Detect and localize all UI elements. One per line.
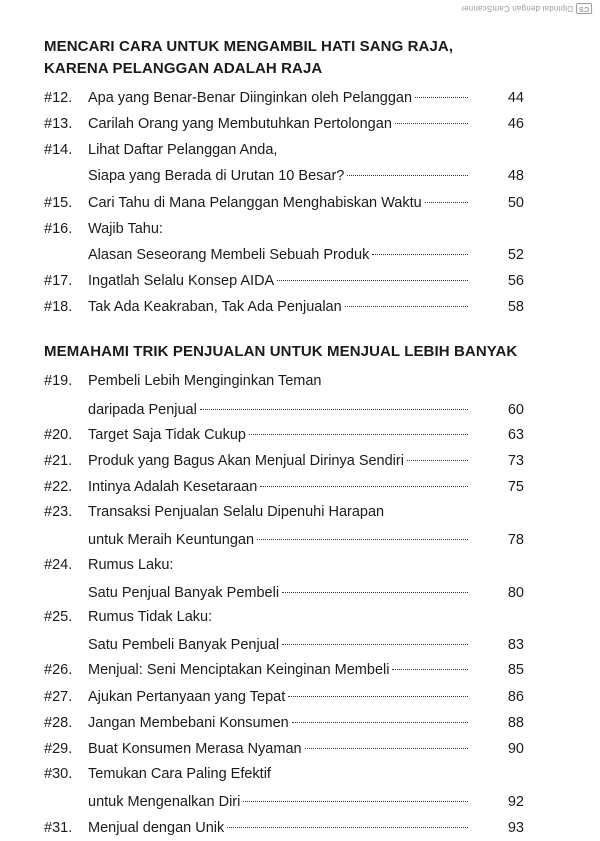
entry-title: Ajukan Pertanyaan yang Tepat (88, 688, 286, 705)
entry-page-number: 52 (507, 246, 524, 263)
entry-title: Carilah Orang yang Membutuhkan Pertolongan (88, 116, 392, 132)
entry-title: Jangan Membebani Konsumen (88, 714, 289, 731)
entry-page-number: 85 (507, 662, 524, 679)
dot-leader (260, 486, 468, 487)
camscanner-logo-icon: CS (576, 3, 592, 14)
toc-entry[interactable] (44, 268, 524, 294)
entry-number: #27. (44, 688, 73, 705)
section-title-line: MENCARI CARA UNTUK MENGAMBIL HATI SANG RAJA, (44, 38, 454, 55)
dot-leader (425, 202, 468, 203)
entry-number: #26. (44, 662, 73, 679)
dot-leader (347, 175, 468, 176)
entry-title: Produk yang Bagus Akan Menjual Dirinya Sendiri (88, 452, 404, 469)
scanner-watermark-text: Dipindai dengan CamScanner (460, 4, 573, 13)
toc-entry[interactable] (44, 736, 524, 762)
toc-entries (44, 365, 524, 841)
entry-title-continued: untuk Mengenalkan Diri (88, 794, 241, 811)
entry-page-number: 80 (507, 584, 524, 601)
entry-number: #20. (44, 426, 73, 443)
entry-number: #18. (44, 299, 73, 316)
dot-leader (395, 123, 468, 124)
dot-leader (257, 539, 468, 540)
entry-number: #17. (44, 273, 73, 290)
entry-page-number: 78 (507, 532, 524, 549)
entry-title-continued: daripada Penjual (88, 401, 197, 418)
entry-page-number: 73 (507, 452, 524, 469)
entry-title-continued: Satu Pembeli Banyak Penjual (88, 637, 280, 654)
entry-number: #21. (44, 452, 73, 469)
toc-entry[interactable] (44, 762, 524, 814)
toc-section (44, 36, 524, 321)
entry-title: Wajib Tahu: (88, 220, 163, 237)
entry-number: #25. (44, 609, 73, 625)
dot-leader (372, 254, 468, 255)
dot-leader (345, 306, 468, 307)
toc-entry[interactable] (44, 111, 524, 137)
entry-page-number: 60 (507, 401, 524, 418)
entry-title: Ingatlah Selalu Konsep AIDA (88, 273, 275, 290)
entry-title: Target Saja Tidak Cukup (88, 426, 246, 443)
entry-title: Transaksi Penjualan Selalu Dipenuhi Harapan (88, 504, 385, 521)
dot-leader (243, 801, 468, 802)
toc-entries (44, 82, 524, 321)
entry-page-number: 50 (507, 194, 524, 211)
entry-number: #15. (44, 194, 73, 211)
toc-entry[interactable] (44, 216, 524, 268)
toc-entry[interactable] (44, 365, 524, 422)
dot-leader (305, 748, 468, 749)
section-title (44, 341, 524, 363)
entry-number: #28. (44, 714, 73, 731)
entry-page-number: 58 (507, 299, 524, 316)
dot-leader (392, 669, 468, 670)
entry-title: Menjual dengan Unik (88, 819, 225, 836)
toc-entry[interactable] (44, 422, 524, 448)
toc-entry[interactable] (44, 553, 524, 605)
entry-number: #23. (44, 504, 73, 521)
section-title-line: KARENA PELANGGAN ADALAH RAJA (44, 60, 323, 77)
toc-entry[interactable] (44, 82, 524, 111)
entry-number: #16. (44, 220, 73, 237)
entry-number: #22. (44, 479, 73, 496)
toc-entry[interactable] (44, 500, 524, 552)
entry-title: Intinya Adalah Kesetaraan (88, 479, 258, 496)
entry-number: #24. (44, 556, 73, 573)
entry-page-number: 48 (507, 168, 524, 185)
toc-entry[interactable] (44, 474, 524, 500)
dot-leader (282, 644, 468, 645)
toc-entry[interactable] (44, 190, 524, 216)
entry-page-number: 92 (507, 794, 524, 811)
entry-title-continued: Alasan Seseorang Membeli Sebuah Produk (88, 246, 370, 263)
entry-title: Pembeli Lebih Menginginkan Teman (88, 372, 322, 389)
toc-entry[interactable] (44, 684, 524, 710)
entry-number: #12. (44, 90, 73, 106)
dot-leader (249, 434, 468, 435)
entry-page-number: 56 (507, 273, 524, 290)
toc-entry[interactable] (44, 710, 524, 736)
entry-page-number: 83 (507, 637, 524, 654)
entry-page-number: 63 (507, 426, 524, 443)
entry-page-number: 44 (507, 90, 524, 106)
table-of-contents (44, 36, 524, 841)
entry-title-continued: Satu Penjual Banyak Pembeli (88, 584, 280, 601)
entry-page-number: 93 (507, 819, 524, 836)
entry-title-continued: Siapa yang Berada di Urutan 10 Besar? (88, 168, 345, 185)
section-title-line: MEMAHAMI TRIK PENJUALAN UNTUK MENJUAL LEBIH BANYAK (44, 342, 518, 360)
entry-number: #29. (44, 740, 73, 757)
entry-title: Temukan Cara Paling Efektif (88, 766, 271, 783)
toc-entry[interactable] (44, 605, 524, 657)
entry-title: Rumus Tidak Laku: (88, 609, 213, 625)
dot-leader (200, 409, 468, 410)
entry-number: #13. (44, 116, 73, 132)
toc-entry[interactable] (44, 657, 524, 683)
toc-entry[interactable] (44, 448, 524, 474)
dot-leader (415, 97, 468, 98)
entry-page-number: 86 (507, 688, 524, 705)
entry-title: Cari Tahu di Mana Pelanggan Menghabiskan Waktu (88, 194, 422, 211)
toc-entry[interactable] (44, 815, 524, 841)
toc-entry[interactable] (44, 294, 524, 320)
entry-page-number: 88 (507, 714, 524, 731)
entry-number: #30. (44, 766, 73, 783)
toc-section (44, 341, 524, 841)
entry-number: #14. (44, 142, 73, 159)
entry-page-number: 75 (507, 479, 524, 496)
entry-title: Rumus Laku: (88, 556, 174, 573)
entry-page-number: 90 (507, 740, 524, 757)
entry-title: Menjual: Seni Menciptakan Keinginan Membeli (88, 662, 390, 679)
dot-leader (292, 722, 468, 723)
dot-leader (288, 696, 468, 697)
entry-title: Buat Konsumen Merasa Nyaman (88, 740, 302, 757)
dot-leader (277, 280, 468, 281)
entry-number: #19. (44, 372, 73, 389)
entry-title: Lihat Daftar Pelanggan Anda, (88, 142, 278, 159)
dot-leader (407, 460, 468, 461)
dot-leader (282, 592, 468, 593)
entry-number: #31. (44, 819, 73, 836)
toc-entry[interactable] (44, 137, 524, 189)
dot-leader (227, 827, 468, 828)
entry-page-number: 46 (507, 116, 524, 132)
entry-title: Tak Ada Keakraban, Tak Ada Penjualan (88, 299, 342, 316)
entry-title: Apa yang Benar-Benar Diinginkan oleh Pelanggan (88, 90, 413, 106)
section-title (44, 36, 524, 80)
scanner-watermark (461, 3, 592, 14)
entry-title-continued: untuk Meraih Keuntungan (88, 532, 255, 549)
